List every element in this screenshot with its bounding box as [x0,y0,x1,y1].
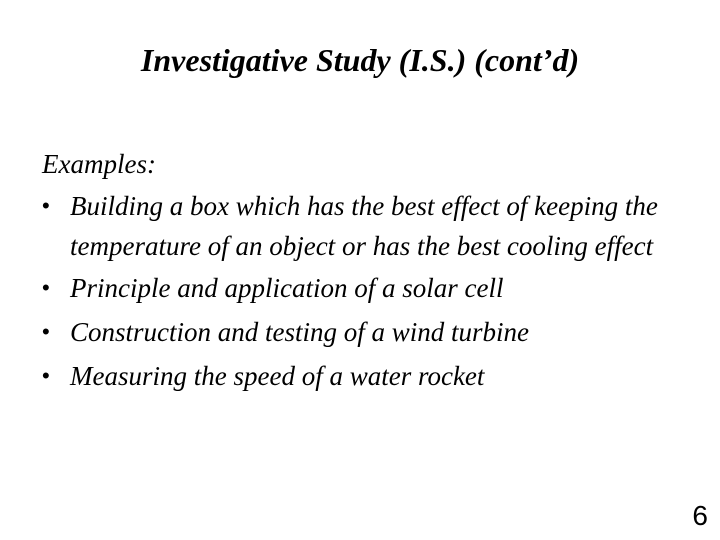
list-item-text: Construction and testing of a wind turbine [70,317,530,347]
page-number: 6 [692,500,708,531]
slide-title: Investigative Study (I.S.) (cont’d) [140,42,580,78]
list-item-text: Measuring the speed of a water rocket [70,361,485,391]
list-item [42,186,692,266]
list-item-text: Principle and application of a solar cell [70,273,504,303]
list-item [42,310,692,354]
slide-content [42,142,692,398]
list-item [42,354,692,398]
bullet-icon: • [42,193,50,218]
bullet-icon: • [42,363,50,388]
bullet-icon: • [42,275,50,300]
list-item [42,266,692,310]
examples-list [42,186,692,398]
bullet-icon: • [42,319,50,344]
list-item-text: Building a box which has the best effect of keeping the temperature of an object or has the best cooling effect [70,191,658,261]
examples-heading: Examples: [42,149,156,179]
